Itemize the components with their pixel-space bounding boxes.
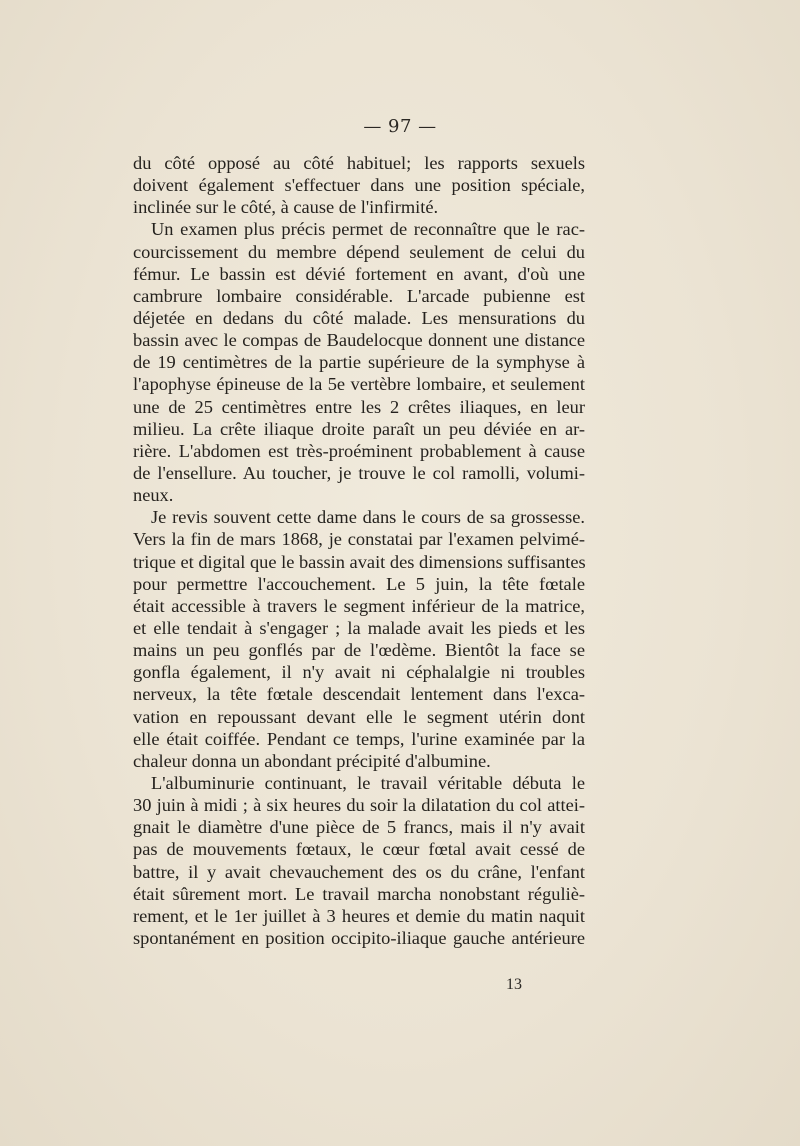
text-line: rement, et le 1er juillet à 3 heures et demie du matin naquit: [133, 905, 585, 926]
text-line: inclinée sur le côté, à cause de l'infirmité.: [133, 197, 439, 218]
text-line: bassin avec le compas de Baudelocque donnent une distance: [133, 330, 585, 351]
text-line: doivent également s'effectuer dans une position spéciale,: [133, 175, 585, 196]
text-line: nerveux, la tête fœtale descendait lentement dans l'exca-: [133, 684, 585, 705]
text-line: mains un peu gonflés par de l'œdème. Bientôt la face se: [133, 640, 585, 661]
text-line: trique et digital que le bassin avait des dimensions suffisantes: [133, 551, 586, 572]
text-line: l'apophyse épineuse de la 5e vertèbre lombaire, et seulement: [133, 374, 585, 395]
text-line: était accessible à travers le segment inférieur de la matrice,: [133, 595, 585, 616]
body-text: [133, 152, 585, 949]
text-line: une de 25 centimètres entre les 2 crêtes iliaques, en leur: [133, 396, 585, 417]
text-line: elle était coiffée. Pendant ce temps, l'urine examinée par la: [133, 728, 585, 749]
text-line: de l'ensellure. Au toucher, je trouve le col ramolli, volumi-: [133, 462, 585, 483]
text-line: du côté opposé au côté habituel; les rapports sexuels: [133, 153, 585, 173]
text-line: L'albuminurie continuant, le travail véritable débuta le: [151, 772, 585, 793]
text-line: Vers la fin de mars 1868, je constatai par l'examen pelvimé-: [133, 529, 585, 550]
text-line: battre, il y avait chevauchement des os du crâne, l'enfant: [133, 861, 585, 882]
text-line: de 19 centimètres de la partie supérieure de la symphyse à: [133, 352, 585, 373]
text-line: cambrure lombaire considérable. L'arcade pubienne est: [133, 285, 585, 306]
page-number: — 97 —: [363, 116, 437, 137]
text-line: vation en repoussant devant elle le segment utérin dont: [133, 706, 585, 727]
text-line: pour permettre l'accouchement. Le 5 juin, la tête fœtale: [133, 573, 585, 594]
text-line: Je revis souvent cette dame dans le cours de sa grossesse.: [151, 507, 585, 528]
text-line: fémur. Le bassin est dévié fortement en avant, d'où une: [133, 263, 585, 284]
text-line: gnait le diamètre d'une pièce de 5 francs, mais il n'y avait: [133, 817, 585, 838]
text-line: courcissement du membre dépend seulement de celui du: [133, 241, 585, 262]
text-line: et elle tendait à s'engager ; la malade avait les pieds et les: [133, 617, 585, 638]
signature-mark: 13: [506, 976, 522, 993]
text-line: déjetée en dedans du côté malade. Les mensurations du: [133, 307, 585, 328]
text-line: spontanément en position occipito-iliaque gauche antérieure: [133, 927, 585, 948]
text-line: Un examen plus précis permet de reconnaître que le rac-: [151, 219, 585, 240]
text-line: gonfla également, il n'y avait ni céphalalgie ni troubles: [133, 662, 585, 683]
text-line: neux.: [133, 485, 174, 506]
text-line: rière. L'abdomen est très-proéminent probablement à cause: [133, 440, 585, 461]
text-line: milieu. La crête iliaque droite paraît un peu déviée en ar-: [133, 418, 585, 439]
text-line: chaleur donna un abondant précipité d'albumine.: [133, 750, 491, 771]
text-line: 30 juin à midi ; à six heures du soir la dilatation du col attei-: [133, 795, 585, 816]
text-line: pas de mouvements fœtaux, le cœur fœtal avait cessé de: [133, 839, 585, 860]
text-line: était sûrement mort. Le travail marcha nonobstant réguliè-: [133, 883, 585, 904]
